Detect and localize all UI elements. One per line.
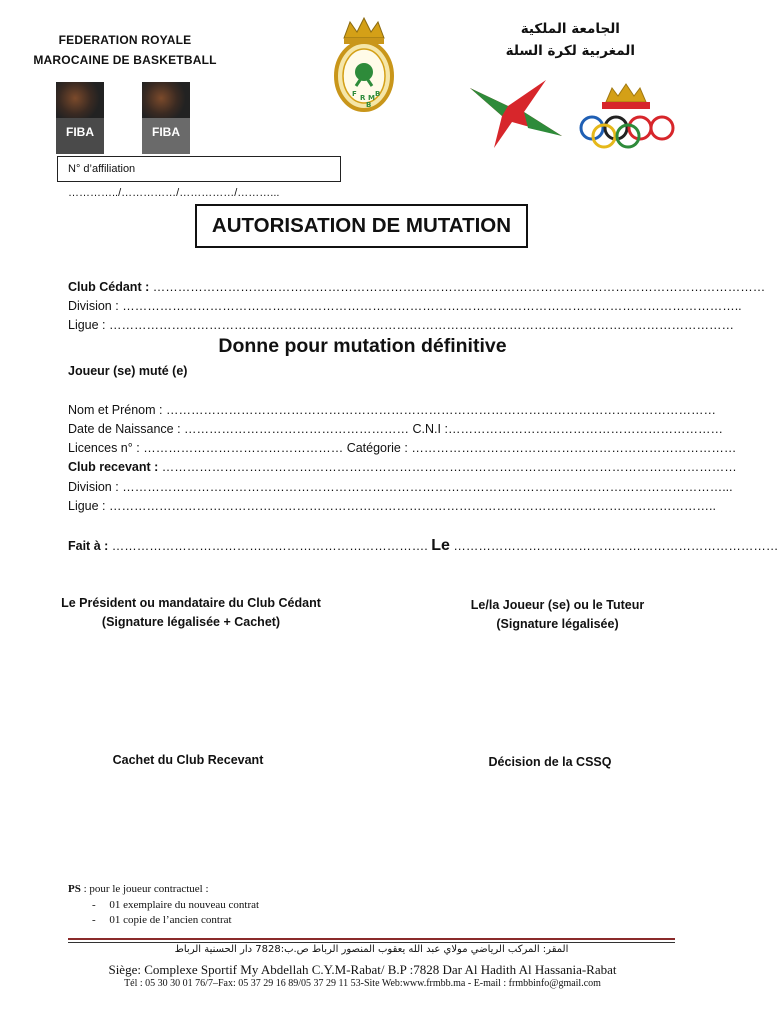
footer-address: Siège: Complexe Sportif My Abdellah C.Y.M-Rabat/ B.P :7828 Dar Al Hadith Al Hassania-Rabat [108, 962, 617, 977]
ministry-sport-logo-icon [468, 78, 564, 150]
federation-name-arabic [506, 18, 635, 62]
division-recevant-field[interactable] [68, 478, 733, 498]
signature-joueur-line2: (Signature légalisée) [496, 617, 619, 631]
naissance-dots: ……………………………………………… [184, 422, 410, 436]
division-recevant-label: Division : [68, 480, 119, 494]
fiba-logo-secondary [142, 82, 190, 154]
signature-joueur-line1: Le/la Joueur (se) ou le Tuteur [470, 598, 645, 612]
cachet-club-recevant[interactable]: Cachet du Club Recevant [112, 753, 264, 767]
nom-prenom-label: Nom et Prénom : [68, 403, 163, 417]
naissance-cni-field[interactable] [68, 420, 723, 440]
joueur-heading: Joueur (se) muté (e) [68, 364, 188, 378]
ps-item-2: 01 copie de l’ancien contrat [109, 914, 232, 926]
cni-label: C.N.I : [412, 422, 448, 436]
cni-dots: ………………………………………………………… [447, 422, 723, 436]
ligue-cedant-label: Ligue : [68, 318, 106, 332]
ps-item-1: 01 exemplaire du nouveau contrat [109, 898, 260, 911]
licences-categorie-field[interactable] [68, 439, 736, 459]
club-recevant-field[interactable] [68, 458, 737, 478]
svg-text:F: F [352, 90, 357, 98]
licences-dots: ………………………………………… [143, 441, 344, 455]
le-dots: …………………………………………………………………… [453, 539, 778, 553]
affiliation-box[interactable] [57, 156, 341, 199]
fait-dots: …………………………………………………………………. [111, 539, 428, 553]
svg-text:R: R [360, 94, 366, 102]
ligue-cedant-dots: …………………………………………………………………………………………………………………………………… [109, 318, 735, 332]
fiba-logo-text: FIBA [152, 125, 180, 139]
nom-prenom-field[interactable] [68, 401, 716, 421]
arabic-line1: الجامعة الملكية [520, 21, 620, 37]
federation-name-line1: FEDERATION ROYALE [58, 33, 192, 47]
federation-name [30, 30, 220, 70]
footer-address-arabic: المقر: المركب الرياضي مولاي عبد الله يعقوب المنصور الرباط ص.ب:7828 دار الحسنية الرباط [174, 944, 569, 955]
division-cedant-label: Division : [68, 299, 119, 313]
fiba-logo [56, 82, 104, 154]
svg-text:B: B [366, 101, 372, 109]
division-recevant-dots: ………………………………………………………………………………………………………………………………... [122, 480, 733, 494]
decision-cssq[interactable]: Décision de la CSSQ [488, 755, 612, 769]
naissance-label: Date de Naissance : [68, 422, 181, 436]
svg-text:M: M [368, 94, 375, 102]
le-label: Le [431, 537, 450, 554]
fait-le-field[interactable] [68, 536, 778, 557]
ps-item: - 01 exemplaire du nouveau contrat [92, 898, 260, 911]
affiliation-label: N° d’affiliation [68, 163, 136, 175]
division-cedant-field[interactable] [68, 297, 742, 317]
licences-label: Licences n° : [68, 441, 140, 455]
fait-label: Fait à : [68, 539, 109, 553]
ps-note [68, 882, 259, 929]
club-cedant-field[interactable] [68, 278, 765, 298]
ps-label: PS [68, 883, 81, 895]
olympic-committee-logo-icon [572, 82, 680, 148]
signature-president-line1: Le Président ou mandataire du Club Cédant [61, 596, 321, 610]
signature-president-line2: (Signature légalisée + Cachet) [101, 615, 281, 629]
nom-prenom-dots: …………………………………………………………………………………………………………………… [165, 403, 716, 417]
ligue-recevant-dots: ……………………………………………………………………………………………………………………………….. [109, 499, 716, 513]
division-cedant-dots: ………………………………………………………………………………………………………………………………….. [122, 299, 742, 313]
ligue-recevant-field[interactable] [68, 497, 716, 517]
ps-item: - 01 copie de l’ancien contrat [92, 914, 232, 926]
ligue-cedant-field[interactable] [68, 316, 734, 336]
footer-divider [68, 938, 675, 940]
ps-text: : pour le joueur contractuel : [83, 883, 209, 895]
categorie-dots: …………………………………………………………………… [411, 441, 737, 455]
footer-divider-thin [68, 942, 675, 943]
categorie-label: Catégorie : [346, 441, 408, 455]
signature-president[interactable] [30, 594, 352, 632]
footer-contact: Tél : 05 30 30 01 76/7–Fax: 05 37 29 16 89/05 37 29 11 53-Site Web:www.frmbb.ma - E-mail : frmbbinfo@gmail.com [124, 978, 601, 989]
federation-name-line2: MAROCAINE DE BASKETBALL [33, 53, 217, 67]
ligue-recevant-label: Ligue : [68, 499, 106, 513]
document-title: AUTORISATION DE MUTATION [195, 204, 528, 248]
mutation-subtitle: Donne pour mutation définitive [218, 335, 507, 357]
club-recevant-dots: ………………………………………………………………………………………………………………………… [161, 460, 737, 474]
arabic-line2: المغربية لكرة السلة [505, 43, 635, 59]
club-recevant-label: Club recevant : [68, 460, 159, 474]
signature-joueur[interactable] [430, 596, 685, 634]
affiliation-value: …………../……………/……………/………... [68, 187, 280, 199]
svg-text:B: B [375, 90, 381, 98]
fiba-logo-text: FIBA [66, 125, 94, 139]
basketball-globe-icon [142, 82, 190, 118]
club-cedant-label: Club Cédant : [68, 280, 150, 294]
club-cedant-dots: ………………………………………………………………………………………………………………………………… [152, 280, 766, 294]
basketball-globe-icon [56, 82, 104, 118]
frmbb-emblem-icon [330, 16, 398, 114]
